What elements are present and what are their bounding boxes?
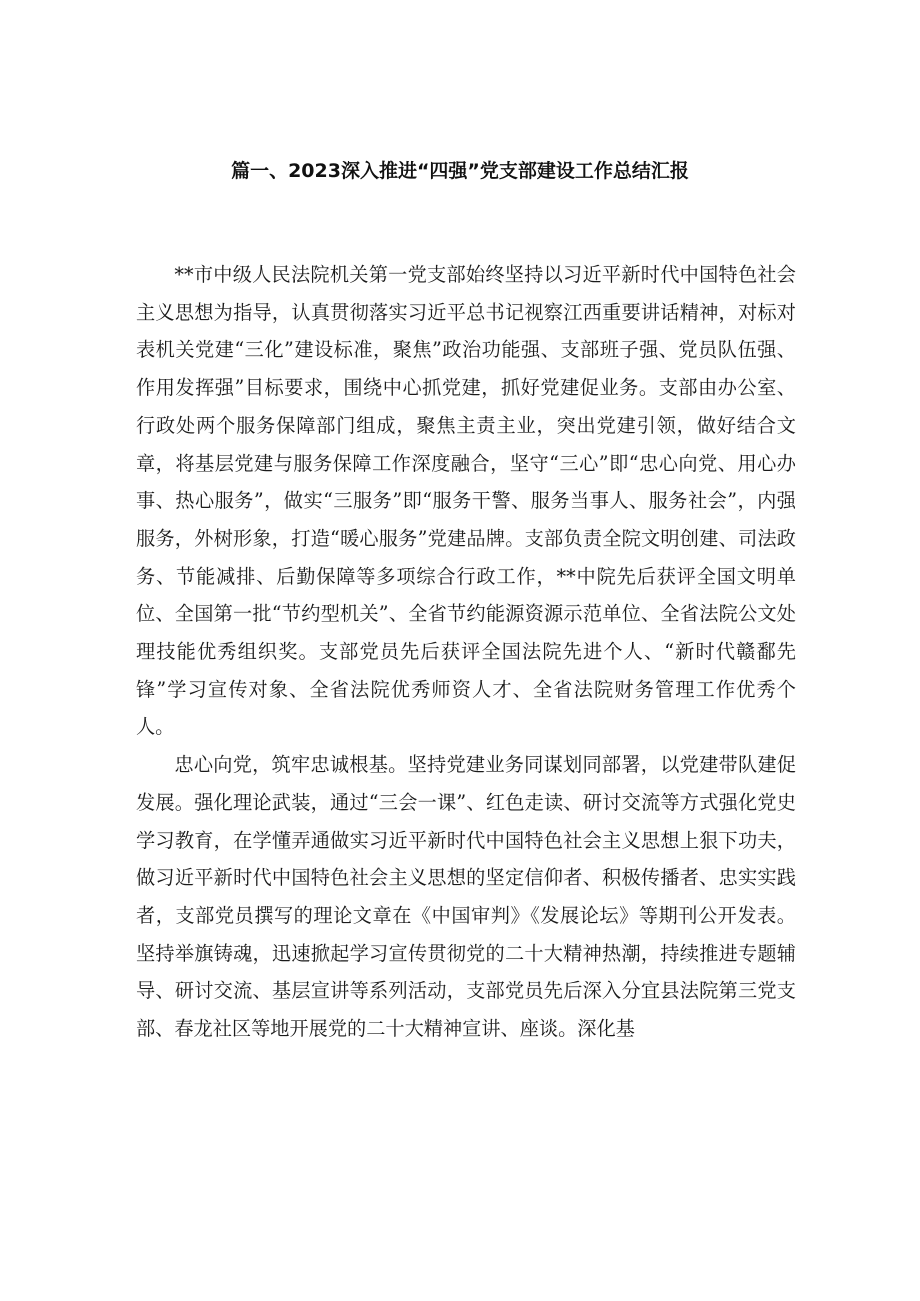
body-paragraph-2: 忠心向党，筑牢忠诚根基。坚持党建业务同谋划同部署，以党建带队建促发展。强化理论武装，通过“三会一课”、红色走读、研讨交流等方式强化党史学习教育，在学懂弄通做实习近平新时代中国特色社会主义思想上狠下功夫，做习近平新时代中国特色社会主义思想的坚定信仰者、积极传播者、忠实实践者，支部党员撰写的理论文章在《中国审判》《发展论坛》等期刊公开发表。坚持举旗铸魂，迅速掀起学习宣传贯彻党的二十大精神热潮，持续推进专题辅导、研讨交流、基层宣讲等系列活动，支部党员先后深入分宜县法院第三党支部、春龙社区等地开展党的二十大精神宣讲、座谈。深化基	[136, 753, 796, 1041]
body-paragraph-1: **市中级人民法院机关第一党支部始终坚持以习近平新时代中国特色社会主义思想为指导，认真贯彻落实习近平总书记视察江西重要讲话精神，对标对表机关党建“三化”建设标准，聚焦”政治功能强、支部班子强、党员队伍强、作用发挥强”目标要求，围绕中心抓党建，抓好党建促业务。支部由办公室、行政处两个服务保障部门组成，聚焦主责主业，突出党建引领，做好结合文章，将基层党建与服务保障工作深度融合，坚守“三心”即“忠心向党、用心办事、热心服务”，做实“三服务”即“服务干警、服务当事人、服务社会”，内强服务，外树形象，打造“暖心服务”党建品牌。支部负责全院文明创建、司法政务、节能减排、后勤保障等多项综合行政工作，**中院先后获评全国文明单位、全国第一批“节约型机关”、全省节约能源资源示范单位、全省法院公文处理技能优秀组织奖。支部党员先后获评全国法院先进个人、“新时代赣鄱先锋”学习宣传对象、全省法院优秀师资人才、全省法院财务管理工作优秀个人。	[136, 263, 796, 739]
document-body	[136, 256, 796, 1048]
document-title: 篇一、2023深入推进“四强”党支部建设工作总结汇报	[231, 160, 689, 182]
